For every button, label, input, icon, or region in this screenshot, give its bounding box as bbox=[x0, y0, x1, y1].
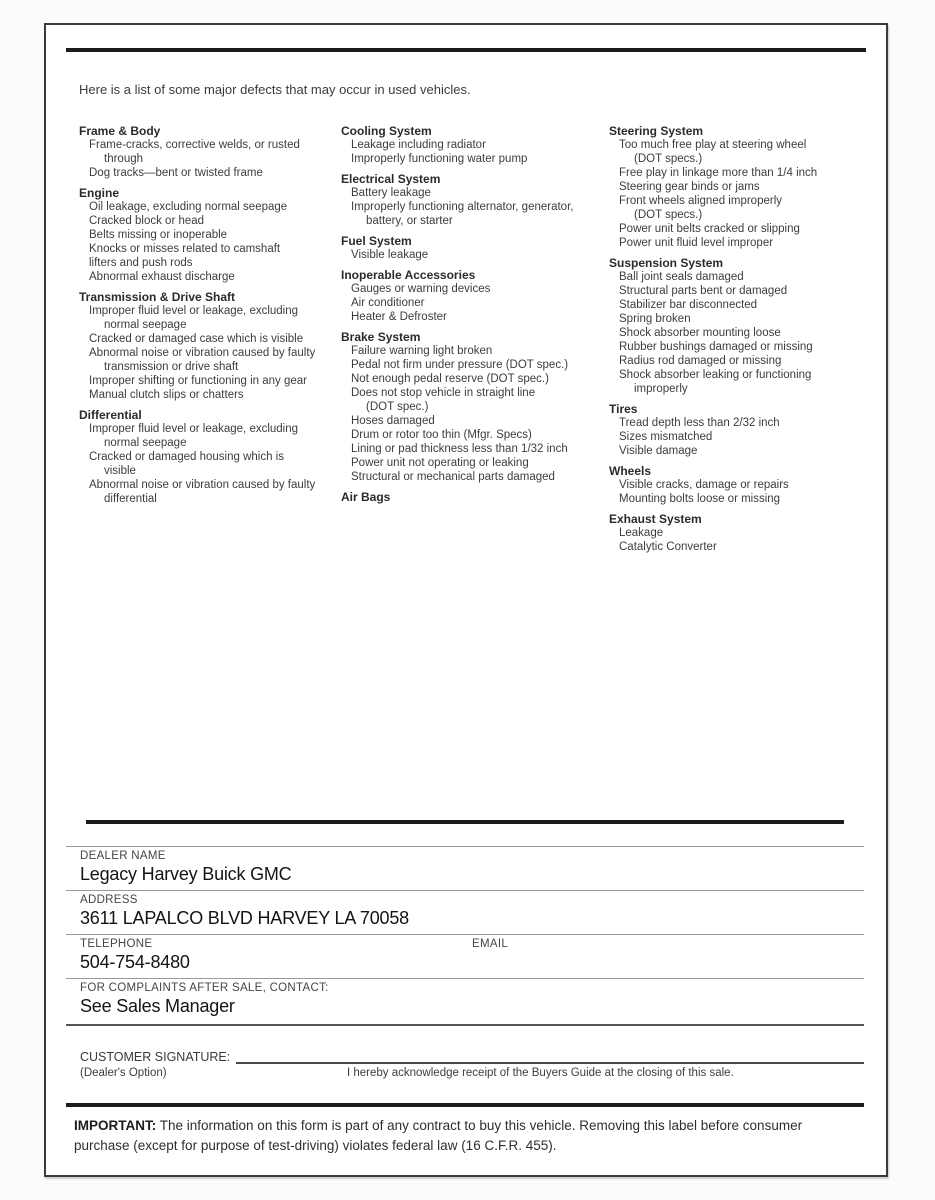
defect-item bbox=[79, 346, 341, 374]
defect-section-title: Tires bbox=[609, 402, 638, 416]
customer-signature-line bbox=[236, 1050, 864, 1064]
defect-section-title: Inoperable Accessories bbox=[341, 268, 476, 282]
important-notice bbox=[66, 1103, 864, 1156]
defect-item bbox=[609, 166, 875, 180]
important-rule bbox=[66, 1103, 864, 1107]
defect-item bbox=[341, 138, 609, 152]
defect-item-line: Tread depth less than 2/32 inch bbox=[619, 417, 780, 429]
defect-item-line: Visible leakage bbox=[351, 249, 429, 261]
defect-section-title: Air Bags bbox=[341, 490, 391, 504]
defect-item-line-continued: (DOT spec.) bbox=[366, 401, 429, 413]
complaints-label: FOR COMPLAINTS AFTER SALE, CONTACT: bbox=[80, 982, 329, 994]
defect-item-line: Oil leakage, excluding normal seepage bbox=[89, 201, 288, 213]
defect-section-title: Steering System bbox=[609, 124, 704, 138]
defect-item-line: Heater & Defroster bbox=[351, 311, 447, 323]
defect-item-line: Gauges or warning devices bbox=[351, 283, 491, 295]
defect-item bbox=[341, 386, 609, 414]
defect-item bbox=[79, 304, 341, 332]
defect-item bbox=[79, 214, 341, 228]
defect-section bbox=[609, 464, 875, 506]
defect-item-line-continued: transmission or drive shaft bbox=[104, 361, 239, 373]
defect-item-line: Improper fluid level or leakage, excluding bbox=[89, 423, 299, 435]
defect-item bbox=[341, 470, 609, 484]
defect-item-line: Structural parts bent or damaged bbox=[619, 285, 788, 297]
defect-section bbox=[79, 408, 341, 506]
defect-item-line: Lining or pad thickness less than 1/32 inch bbox=[351, 443, 568, 455]
defects-list bbox=[79, 124, 878, 554]
address-field bbox=[66, 890, 864, 934]
dealer-section-rule bbox=[86, 820, 844, 824]
defect-item-line-continued: (DOT specs.) bbox=[634, 209, 703, 221]
defect-section bbox=[79, 290, 341, 402]
customer-signature-label: CUSTOMER SIGNATURE: bbox=[80, 1050, 231, 1064]
defect-section bbox=[341, 268, 609, 324]
defect-item bbox=[79, 270, 341, 284]
buyers-guide-page bbox=[44, 23, 888, 1177]
defect-item-line: Improperly functioning water pump bbox=[351, 153, 528, 165]
defect-item bbox=[609, 270, 875, 284]
defect-section bbox=[609, 124, 875, 250]
dealers-option-label: (Dealer's Option) bbox=[80, 1067, 167, 1079]
defect-item bbox=[341, 310, 609, 324]
defect-section-title: Engine bbox=[79, 186, 120, 200]
telephone-email-field bbox=[66, 934, 864, 978]
defect-section-title: Suspension System bbox=[609, 256, 724, 270]
defect-item bbox=[341, 428, 609, 442]
defect-section-title: Cooling System bbox=[341, 124, 432, 138]
address-label: ADDRESS bbox=[80, 894, 138, 906]
telephone-value: 504-754-8480 bbox=[80, 952, 190, 972]
defect-section bbox=[341, 234, 609, 262]
defect-item bbox=[609, 416, 875, 430]
defects-column-3 bbox=[609, 124, 875, 554]
defect-item-line: Visible damage bbox=[619, 445, 698, 457]
defect-section-title: Electrical System bbox=[341, 172, 441, 186]
customer-signature-row bbox=[66, 1050, 864, 1064]
defect-item bbox=[609, 478, 875, 492]
defect-item bbox=[79, 388, 341, 402]
defect-item bbox=[609, 340, 875, 354]
defect-item-line: Free play in linkage more than 1/4 inch bbox=[619, 167, 818, 179]
defect-item-line: Spring broken bbox=[619, 313, 691, 325]
defect-section bbox=[341, 172, 609, 228]
defect-item-line: Cracked or damaged case which is visible bbox=[89, 333, 304, 345]
defect-item-line: Structural or mechanical parts damaged bbox=[351, 471, 555, 483]
defect-item-line: Shock absorber mounting loose bbox=[619, 327, 781, 339]
defect-item-line: Stabilizer bar disconnected bbox=[619, 299, 758, 311]
defect-item-line: Leakage including radiator bbox=[351, 139, 486, 151]
defect-section-title: Frame & Body bbox=[79, 124, 161, 138]
intro-text: Here is a list of some major defects that may occur in used vehicles. bbox=[79, 82, 471, 97]
defect-item bbox=[79, 332, 341, 346]
defect-item-line: Radius rod damaged or missing bbox=[619, 355, 782, 367]
defect-item-line: Drum or rotor too thin (Mfgr. Specs) bbox=[351, 429, 532, 441]
defects-column-2 bbox=[341, 124, 609, 554]
defect-section-title: Fuel System bbox=[341, 234, 412, 248]
defect-item bbox=[79, 166, 341, 180]
defect-item bbox=[341, 358, 609, 372]
telephone-label: TELEPHONE bbox=[80, 938, 153, 950]
defect-item-line: Failure warning light broken bbox=[351, 345, 493, 357]
defect-item bbox=[609, 180, 875, 194]
defect-item-line-continued: normal seepage bbox=[104, 437, 187, 449]
defect-item bbox=[79, 242, 341, 256]
defect-item bbox=[609, 326, 875, 340]
defect-item-line: Cracked block or head bbox=[89, 215, 205, 227]
defect-item-line: Belts missing or inoperable bbox=[89, 229, 228, 241]
defect-item-line-continued: differential bbox=[104, 493, 157, 505]
defect-item-line: Catalytic Converter bbox=[619, 541, 717, 553]
defect-item-line: Frame-cracks, corrective welds, or rusted bbox=[89, 139, 300, 151]
defect-item-line: Not enough pedal reserve (DOT spec.) bbox=[351, 373, 549, 385]
complaints-field bbox=[66, 978, 864, 1026]
defect-item bbox=[79, 228, 341, 242]
defect-item bbox=[79, 200, 341, 214]
defect-item-line: Manual clutch slips or chatters bbox=[89, 389, 244, 401]
defect-item bbox=[609, 222, 875, 236]
defect-item bbox=[609, 444, 875, 458]
defect-section-title: Differential bbox=[79, 408, 142, 422]
defect-item-line: Pedal not firm under pressure (DOT spec.) bbox=[351, 359, 569, 371]
defect-item-line: Too much free play at steering wheel bbox=[619, 139, 807, 151]
defect-item bbox=[79, 450, 341, 478]
defect-item-line: Shock absorber leaking or functioning bbox=[619, 369, 812, 381]
defect-item bbox=[341, 414, 609, 428]
defect-item-line: Rubber bushings damaged or missing bbox=[619, 341, 813, 353]
defect-item bbox=[79, 256, 341, 270]
defect-item bbox=[341, 200, 609, 228]
defect-section bbox=[79, 124, 341, 180]
complaints-value: See Sales Manager bbox=[80, 996, 235, 1016]
defect-item-line: Sizes mismatched bbox=[619, 431, 713, 443]
defect-item-line: lifters and push rods bbox=[89, 257, 193, 269]
defect-item-line-continued: (DOT specs.) bbox=[634, 153, 703, 165]
defect-item bbox=[341, 442, 609, 456]
defect-item-line: Air conditioner bbox=[351, 297, 425, 309]
defect-item bbox=[79, 138, 341, 166]
defect-item-line: Mounting bolts loose or missing bbox=[619, 493, 781, 505]
top-divider-rule bbox=[66, 48, 866, 52]
defect-section bbox=[341, 490, 609, 504]
defect-item-line-continued: through bbox=[104, 153, 144, 165]
defect-item-line: Ball joint seals damaged bbox=[619, 271, 744, 283]
defect-item bbox=[609, 540, 875, 554]
defect-item bbox=[609, 526, 875, 540]
defect-item-line: Leakage bbox=[619, 527, 664, 539]
defect-item-line: Improperly functioning alternator, generator, bbox=[351, 201, 574, 213]
defect-item bbox=[79, 422, 341, 450]
defect-item-line: Power unit not operating or leaking bbox=[351, 457, 529, 469]
defect-item-line: Power unit belts cracked or slipping bbox=[619, 223, 800, 235]
defect-item bbox=[609, 138, 875, 166]
defect-item-line: Hoses damaged bbox=[351, 415, 435, 427]
defect-section bbox=[341, 124, 609, 166]
defect-item-line: Power unit fluid level improper bbox=[619, 237, 774, 249]
defect-item-line: Battery leakage bbox=[351, 187, 431, 199]
defect-item-line: Does not stop vehicle in straight line bbox=[351, 387, 536, 399]
defect-section bbox=[79, 186, 341, 284]
defect-item bbox=[609, 236, 875, 250]
defect-section-title: Wheels bbox=[609, 464, 652, 478]
defect-item-line: Front wheels aligned improperly bbox=[619, 195, 782, 207]
defect-item-line: Knocks or misses related to camshaft bbox=[89, 243, 281, 255]
defect-item-line-continued: battery, or starter bbox=[366, 215, 453, 227]
defect-item-line: Steering gear binds or jams bbox=[619, 181, 760, 193]
important-body: The information on this form is part of any contract to buy this vehicle. Removing this label before consumer purchase (except for purpose of test-driving) violates federal law (16 C.F.R. 455). bbox=[74, 1118, 803, 1153]
defect-item-line: Cracked or damaged housing which is bbox=[89, 451, 284, 463]
signature-sub-row bbox=[66, 1067, 864, 1083]
dealer-name-value: Legacy Harvey Buick GMC bbox=[80, 864, 292, 884]
defect-item bbox=[609, 354, 875, 368]
defect-item bbox=[609, 312, 875, 326]
defect-section bbox=[609, 256, 875, 396]
defect-item bbox=[609, 298, 875, 312]
defect-item bbox=[609, 284, 875, 298]
defect-item bbox=[341, 456, 609, 470]
dealer-name-field bbox=[66, 846, 864, 890]
defect-section-title: Transmission & Drive Shaft bbox=[79, 290, 236, 304]
defect-item-line-continued: visible bbox=[104, 465, 136, 477]
address-value: 3611 LAPALCO BLVD HARVEY LA 70058 bbox=[80, 908, 409, 928]
important-text bbox=[74, 1116, 858, 1156]
defect-item bbox=[341, 372, 609, 386]
important-label: IMPORTANT: bbox=[74, 1118, 157, 1133]
defect-section-title: Brake System bbox=[341, 330, 421, 344]
defect-item bbox=[341, 186, 609, 200]
defect-item-line: Improper shifting or functioning in any gear bbox=[89, 375, 307, 387]
acknowledgment-text: I hereby acknowledge receipt of the Buyers Guide at the closing of this sale. bbox=[347, 1067, 734, 1079]
defect-item bbox=[341, 152, 609, 166]
defect-item-line-continued: improperly bbox=[634, 383, 688, 395]
defect-item bbox=[609, 368, 875, 396]
email-label: EMAIL bbox=[472, 938, 509, 950]
defect-item bbox=[341, 282, 609, 296]
defect-item bbox=[609, 430, 875, 444]
defect-item-line: Improper fluid level or leakage, excluding bbox=[89, 305, 299, 317]
defect-item-line: Visible cracks, damage or repairs bbox=[619, 479, 789, 491]
defect-item bbox=[79, 478, 341, 506]
defect-item bbox=[79, 374, 341, 388]
defect-item bbox=[609, 194, 875, 222]
defect-item-line-continued: normal seepage bbox=[104, 319, 187, 331]
defect-section bbox=[609, 402, 875, 458]
defect-item-line: Abnormal exhaust discharge bbox=[89, 271, 235, 283]
defects-column-1 bbox=[79, 124, 341, 554]
dealer-name-label: DEALER NAME bbox=[80, 850, 166, 862]
defect-section-title: Exhaust System bbox=[609, 512, 702, 526]
defect-item bbox=[341, 248, 609, 262]
defect-item-line: Abnormal noise or vibration caused by faulty bbox=[89, 347, 316, 359]
dealer-info-section bbox=[66, 820, 864, 1083]
defect-section bbox=[341, 330, 609, 484]
defect-section bbox=[609, 512, 875, 554]
defect-item bbox=[341, 344, 609, 358]
defect-item-line: Abnormal noise or vibration caused by faulty bbox=[89, 479, 316, 491]
defect-item bbox=[341, 296, 609, 310]
defect-item bbox=[609, 492, 875, 506]
defect-item-line: Dog tracks—bent or twisted frame bbox=[89, 167, 263, 179]
